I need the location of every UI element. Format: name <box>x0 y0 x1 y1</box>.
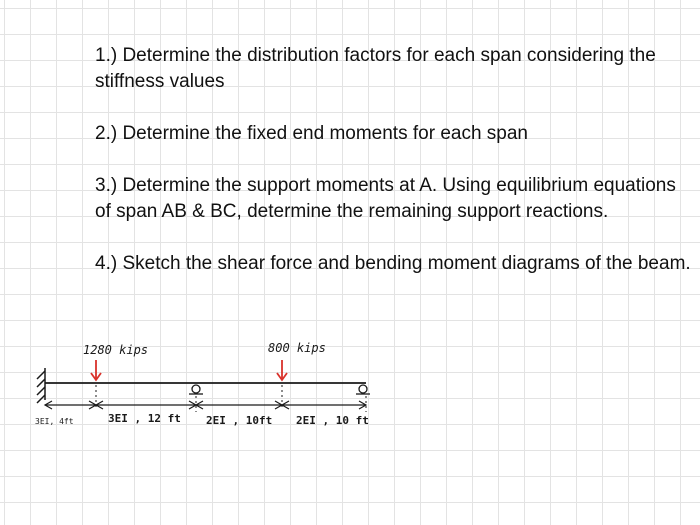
fixed-support <box>37 368 45 403</box>
span-label-0: 3EI, 4ft <box>35 417 74 426</box>
support-b <box>189 385 203 394</box>
support-c <box>356 385 370 394</box>
load-label-2: 800 kips <box>268 341 326 355</box>
span-label-3: 2EI , 10 ft <box>296 414 369 427</box>
beam-sketch <box>0 330 400 440</box>
question-1: 1.) Determine the distribution factors for each span considering the stiffness values <box>95 45 656 92</box>
question-4: 4.) Sketch the shear force and bending moment diagrams of the beam. <box>95 253 691 274</box>
question-2: 2.) Determine the fixed end moments for each span <box>95 123 529 144</box>
question-3: 3.) Determine the support moments at A. Using equilibrium equations of span AB & BC, determine the remaining support reactions. <box>95 175 676 222</box>
load-arrow-1 <box>91 360 101 380</box>
question-list <box>95 43 695 277</box>
span-label-1: 3EI , 12 ft <box>108 412 181 425</box>
span-label-2: 2EI , 10ft <box>206 414 273 427</box>
load-arrow-2 <box>277 360 287 380</box>
dimension-line <box>45 401 366 409</box>
dimension-guides <box>96 385 366 412</box>
load-label-1: 1280 kips <box>83 343 149 357</box>
